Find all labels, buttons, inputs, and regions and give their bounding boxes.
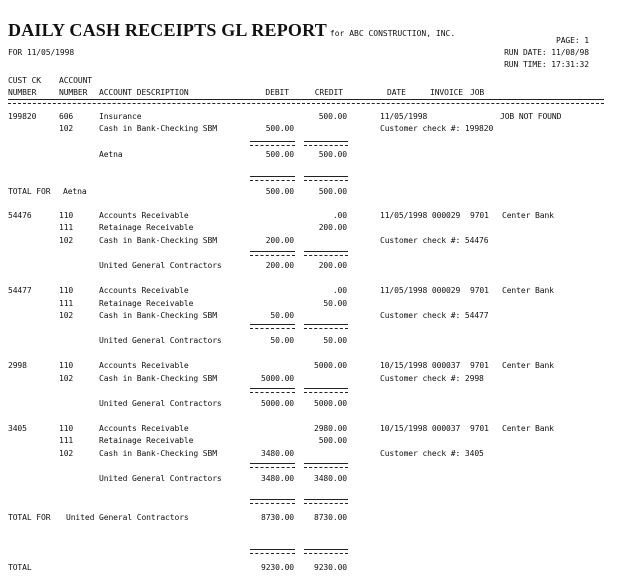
- debit-amount: 200.00: [265, 236, 294, 245]
- customer-subtotal-name: United General Contractors: [99, 474, 222, 483]
- invoice-number: 9701: [470, 361, 489, 370]
- customer-check-info: Customer check #: 54477: [380, 311, 489, 320]
- subtotal-credit: 500.00: [318, 150, 347, 159]
- grand-total-rule-credit: [304, 549, 348, 554]
- account-number: 110: [59, 286, 74, 295]
- credit-amount: 2980.00: [313, 424, 347, 433]
- customer-subtotal-name: United General Contractors: [99, 261, 222, 270]
- invoice-number: 9701: [470, 286, 489, 295]
- subtotal-debit: 500.00: [265, 150, 294, 159]
- account-description: Accounts Receivable: [99, 286, 189, 295]
- debit-amount: 3480.00: [260, 449, 294, 458]
- account-description: Cash in Bank-Checking SBM: [99, 374, 217, 383]
- account-number: 102: [59, 236, 74, 245]
- check-number: 3405: [8, 424, 27, 433]
- customer-check-info: Customer check #: 199820: [380, 124, 494, 133]
- debit-amount: 5000.00: [260, 374, 294, 383]
- total-credit: 500.00: [318, 187, 347, 196]
- total-rule-credit: [304, 176, 348, 181]
- credit-amount: 50.00: [323, 299, 347, 308]
- debit-amount: 500.00: [265, 124, 294, 133]
- page-number: PAGE: 1: [555, 36, 589, 45]
- customer-subtotal-name: Aetna: [99, 150, 123, 159]
- grand-total-debit: 9230.00: [260, 563, 294, 572]
- col-cust-ck-2: NUMBER: [8, 88, 37, 97]
- credit-amount: 500.00: [318, 112, 347, 121]
- subtotal-rule-credit: [304, 463, 348, 468]
- col-date: DATE: [387, 88, 406, 97]
- account-number: 102: [59, 449, 74, 458]
- subtotal-rule-debit: [250, 463, 295, 468]
- entry-date: 11/05/1998: [380, 112, 428, 121]
- entry-date-invoice: 10/15/1998 000037: [380, 424, 461, 433]
- account-number: 110: [59, 424, 74, 433]
- credit-amount: .00: [332, 211, 347, 220]
- subtotal-credit: 50.00: [323, 336, 347, 345]
- invoice-number: 9701: [470, 211, 489, 220]
- total-rule-credit: [304, 499, 348, 504]
- subtotal-rule-credit: [304, 388, 348, 393]
- account-number: 110: [59, 211, 74, 220]
- grand-total-credit: 9230.00: [313, 563, 347, 572]
- entry-date-invoice: 10/15/1998 000037: [380, 361, 461, 370]
- total-for-customer: United General Contractors: [66, 513, 189, 522]
- account-number: 102: [59, 374, 74, 383]
- customer-check-info: Customer check #: 54476: [380, 236, 489, 245]
- account-number: 110: [59, 361, 74, 370]
- total-debit: 8730.00: [260, 513, 294, 522]
- check-number: 2998: [8, 361, 27, 370]
- subtotal-debit: 50.00: [270, 336, 294, 345]
- job-name: JOB NOT FOUND: [500, 112, 562, 121]
- account-number: 606: [59, 112, 74, 121]
- run-time: RUN TIME: 17:31:32: [504, 60, 589, 69]
- subtotal-rule-credit: [304, 251, 348, 256]
- subtotal-rule-debit: [250, 251, 295, 256]
- total-rule-debit: [250, 176, 295, 181]
- account-number: 111: [59, 223, 74, 232]
- subtotal-debit: 200.00: [265, 261, 294, 270]
- header-divider: [8, 99, 604, 104]
- check-number: 54477: [8, 286, 32, 295]
- total-for-label: TOTAL FOR: [8, 513, 51, 522]
- account-description: Retainage Receivable: [99, 299, 194, 308]
- account-number: 111: [59, 436, 74, 445]
- customer-subtotal-name: United General Contractors: [99, 399, 222, 408]
- account-description: Accounts Receivable: [99, 211, 189, 220]
- debit-amount: 50.00: [270, 311, 294, 320]
- grand-total-rule-debit: [250, 549, 295, 554]
- account-description: Accounts Receivable: [99, 424, 189, 433]
- total-for-label: TOTAL FOR: [8, 187, 51, 196]
- subtotal-rule-debit: [250, 141, 295, 146]
- account-number: 102: [59, 311, 74, 320]
- account-number: 111: [59, 299, 74, 308]
- subtotal-debit: 5000.00: [260, 399, 294, 408]
- report-company: for ABC CONSTRUCTION, INC.: [329, 29, 456, 38]
- subtotal-credit: 5000.00: [313, 399, 347, 408]
- account-description: Cash in Bank-Checking SBM: [99, 311, 217, 320]
- col-invoice: INVOICE: [430, 88, 464, 97]
- entry-date-invoice: 11/05/1998 000029: [380, 211, 461, 220]
- account-description: Retainage Receivable: [99, 223, 194, 232]
- credit-amount: 200.00: [318, 223, 347, 232]
- entry-date-invoice: 11/05/1998 000029: [380, 286, 461, 295]
- subtotal-rule-debit: [250, 324, 295, 329]
- customer-check-info: Customer check #: 2998: [380, 374, 484, 383]
- col-account-1: ACCOUNT: [59, 76, 93, 85]
- invoice-number: 9701: [470, 424, 489, 433]
- col-debit: DEBIT: [265, 88, 289, 97]
- subtotal-rule-credit: [304, 141, 348, 146]
- col-credit: CREDIT: [314, 88, 343, 97]
- credit-amount: 500.00: [318, 436, 347, 445]
- report-title-text: DAILY CASH RECEIPTS GL REPORT: [8, 20, 327, 40]
- account-description: Retainage Receivable: [99, 436, 194, 445]
- account-number: 102: [59, 124, 74, 133]
- col-account-2: NUMBER: [59, 88, 88, 97]
- report-for-date: FOR 11/05/1998: [8, 48, 75, 57]
- subtotal-rule-debit: [250, 388, 295, 393]
- job-name: Center Bank: [502, 361, 554, 370]
- report-title: [8, 20, 455, 41]
- credit-amount: 5000.00: [313, 361, 347, 370]
- credit-amount: .00: [332, 286, 347, 295]
- total-for-customer: Aetna: [63, 187, 87, 196]
- account-description: Insurance: [99, 112, 142, 121]
- col-account-description: ACCOUNT DESCRIPTION: [99, 88, 189, 97]
- subtotal-credit: 200.00: [318, 261, 347, 270]
- account-description: Cash in Bank-Checking SBM: [99, 449, 217, 458]
- subtotal-rule-credit: [304, 324, 348, 329]
- account-description: Cash in Bank-Checking SBM: [99, 124, 217, 133]
- subtotal-credit: 3480.00: [313, 474, 347, 483]
- customer-subtotal-name: United General Contractors: [99, 336, 222, 345]
- subtotal-debit: 3480.00: [260, 474, 294, 483]
- grand-total-label: TOTAL: [8, 563, 32, 572]
- job-name: Center Bank: [502, 286, 554, 295]
- account-description: Accounts Receivable: [99, 361, 189, 370]
- customer-check-info: Customer check #: 3405: [380, 449, 484, 458]
- total-credit: 8730.00: [313, 513, 347, 522]
- col-cust-ck-1: CUST CK: [8, 76, 42, 85]
- account-description: Cash in Bank-Checking SBM: [99, 236, 217, 245]
- job-name: Center Bank: [502, 211, 554, 220]
- job-name: Center Bank: [502, 424, 554, 433]
- check-number: 199820: [8, 112, 37, 121]
- total-rule-debit: [250, 499, 295, 504]
- run-date: RUN DATE: 11/08/98: [504, 48, 589, 57]
- total-debit: 500.00: [265, 187, 294, 196]
- check-number: 54476: [8, 211, 32, 220]
- col-job: JOB: [470, 88, 485, 97]
